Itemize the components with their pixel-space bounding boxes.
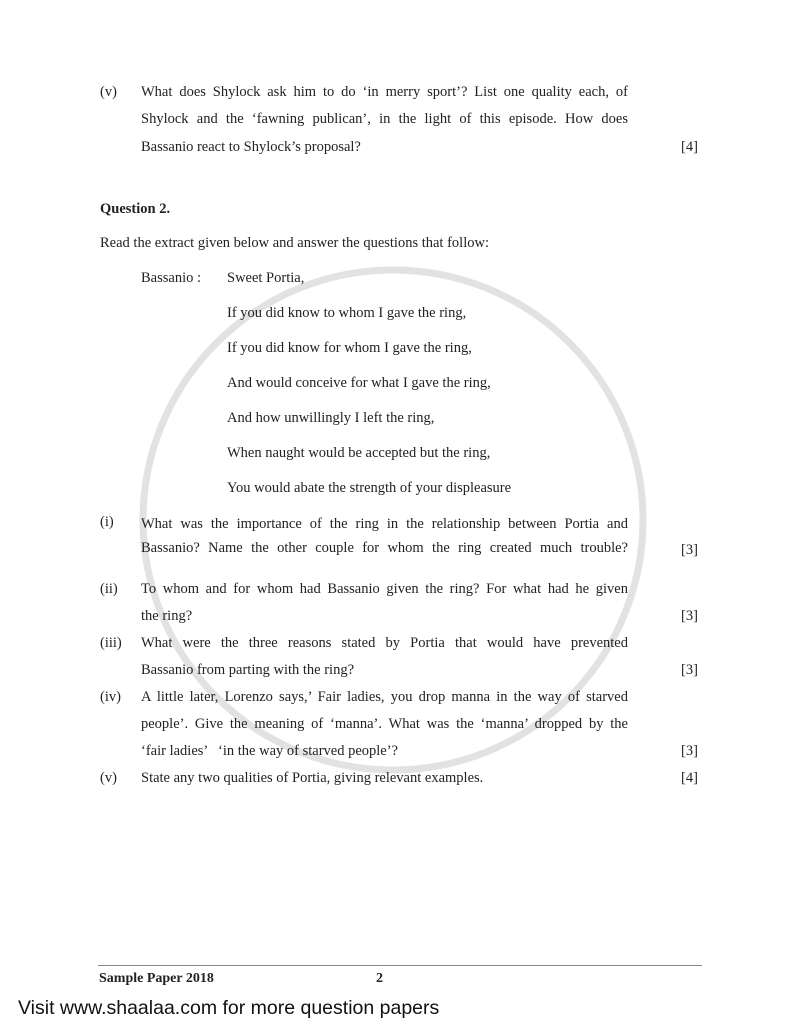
- question-line: What was the importance of the ring in the relationship between Portia and: [141, 516, 628, 532]
- item-number: (iv): [100, 689, 121, 705]
- question-line: A little later, Lorenzo says,’ Fair ladies, you drop manna in the way of starved: [141, 689, 628, 705]
- extract-line: When naught would be accepted but the ring,: [227, 445, 491, 461]
- item-number: (i): [100, 514, 114, 530]
- question-line: Shylock and the ‘fawning publican’, in the light of this episode. How does: [141, 111, 628, 127]
- speaker: Bassanio :: [141, 270, 202, 286]
- marks: [4]: [681, 770, 698, 786]
- question-line: What does Shylock ask him to do ‘in merry sport’? List one quality each, of: [141, 84, 628, 100]
- extract-line: If you did know to whom I gave the ring,: [227, 305, 467, 321]
- extract-line: And how unwillingly I left the ring,: [227, 410, 435, 426]
- item-number: (ii): [100, 581, 118, 597]
- extract-line: Sweet Portia,: [227, 270, 305, 286]
- item-number: (v): [100, 770, 117, 786]
- question-line: To whom and for whom had Bassanio given the ring? For what had he given: [141, 581, 628, 597]
- shaalaa-banner-link[interactable]: Visit www.shaalaa.com for more question papers: [18, 997, 440, 1019]
- extract-line: And would conceive for what I gave the ring,: [227, 375, 491, 391]
- marks: [3]: [681, 608, 698, 624]
- footer-rule: [98, 965, 702, 966]
- question-line: the ring?: [141, 608, 193, 624]
- question-line: Bassanio? Name the other couple for whom the ring created much trouble?: [141, 540, 628, 556]
- item-number: (iii): [100, 635, 122, 651]
- instruction: Read the extract given below and answer the questions that follow:: [100, 235, 489, 251]
- question-line: ‘fair ladies’ ‘in the way of starved people’?: [141, 743, 398, 759]
- marks: [3]: [681, 542, 698, 558]
- marks: [3]: [681, 743, 698, 759]
- extract-line: If you did know for whom I gave the ring,: [227, 340, 472, 356]
- marks: [3]: [681, 662, 698, 678]
- page-number: 2: [376, 971, 383, 986]
- question-line: people’. Give the meaning of ‘manna’. What was the ‘manna’ dropped by the: [141, 716, 628, 732]
- question-line: Bassanio from parting with the ring?: [141, 662, 355, 678]
- extract-line: You would abate the strength of your displeasure: [227, 480, 512, 496]
- item-number: (v): [100, 84, 117, 100]
- question-line: Bassanio react to Shylock’s proposal?: [141, 139, 361, 155]
- marks: [4]: [681, 139, 698, 155]
- question-line: State any two qualities of Portia, giving relevant examples.: [141, 770, 484, 786]
- footer-label: Sample Paper 2018: [99, 971, 214, 986]
- question-title: Question 2.: [100, 201, 171, 217]
- question-line: What were the three reasons stated by Portia that would have prevented: [141, 635, 628, 651]
